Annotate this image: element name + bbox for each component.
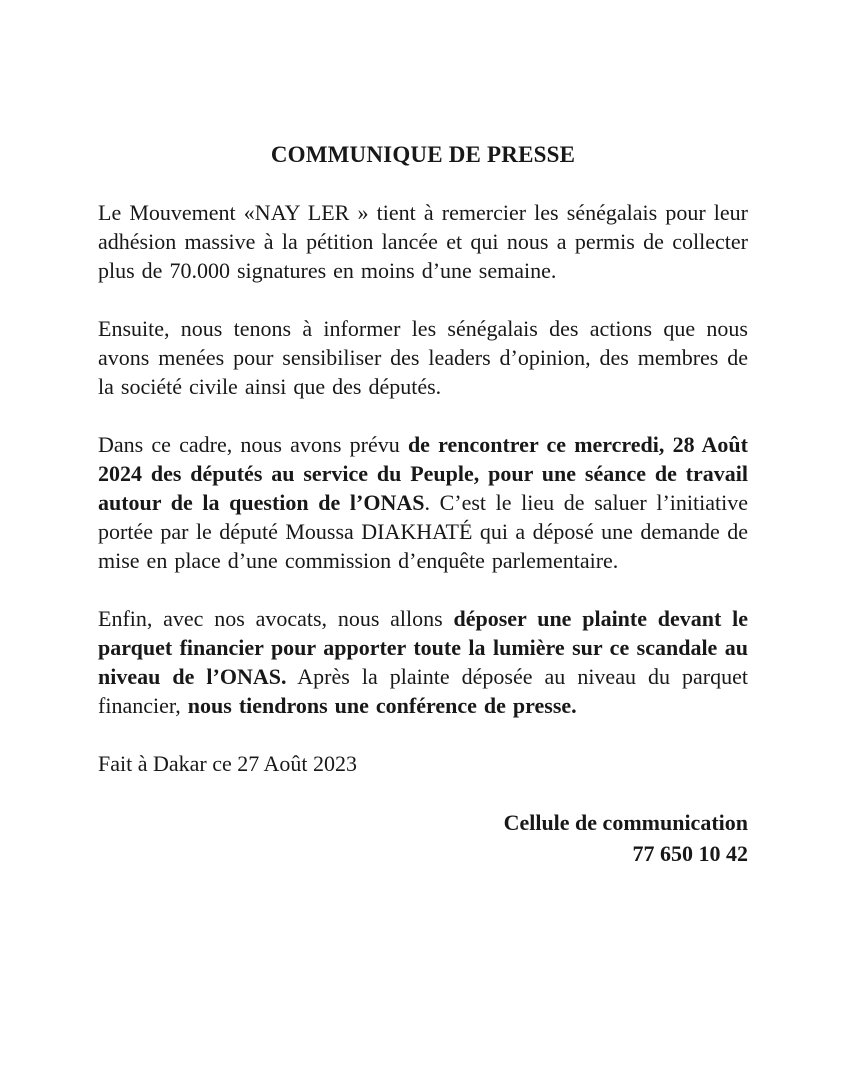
text-run: Enfin, avec nos avocats, nous allons: [98, 606, 454, 631]
bold-text-run: nous tiendrons une conférence de presse.: [187, 693, 577, 718]
signature-block: [98, 807, 748, 869]
document-title: COMMUNIQUE DE PRESSE: [270, 142, 576, 167]
signature-phone: 77 650 10 42: [632, 841, 748, 866]
text-run: . C’est le lieu de saluer l’initiative portée par le député Moussa DIAKHATÉ qui a déposé une demande de mise en place d’une commission d’enquête parlementaire.: [98, 490, 748, 573]
paragraph: [98, 198, 748, 285]
text-run: Ensuite, nous tenons à informer les sénégalais des actions que nous avons menées pour sensibiliser des leaders d’opinion, des membres de la société civile ainsi que des députés.: [98, 316, 748, 399]
bold-text-run: de rencontrer ce mercredi, 28 Août 2024 des députés au service du Peuple, pour une séance de travail autour de la question de l’ONAS: [98, 432, 748, 515]
paragraph: [98, 430, 748, 575]
bold-text-run: déposer une plainte devant le parquet financier pour apporter toute la lumière sur ce scandale au niveau de l’ONAS.: [98, 606, 749, 689]
dateline: Fait à Dakar ce 27 Août 2023: [98, 751, 358, 776]
document-body: [98, 198, 748, 720]
paragraph: [98, 314, 748, 401]
text-run: Dans ce cadre, nous avons prévu: [98, 432, 408, 457]
paragraph: [98, 604, 748, 720]
text-run: Le Mouvement «NAY LER » tient à remercier les sénégalais pour leur adhésion massive à la pétition lancée et qui nous a permis de collecter plus de 70.000 signatures en moins d’une semaine.: [98, 200, 748, 283]
text-run: Après la plainte déposée au niveau du parquet financier,: [98, 664, 748, 718]
signature-org: Cellule de communication: [503, 810, 748, 835]
